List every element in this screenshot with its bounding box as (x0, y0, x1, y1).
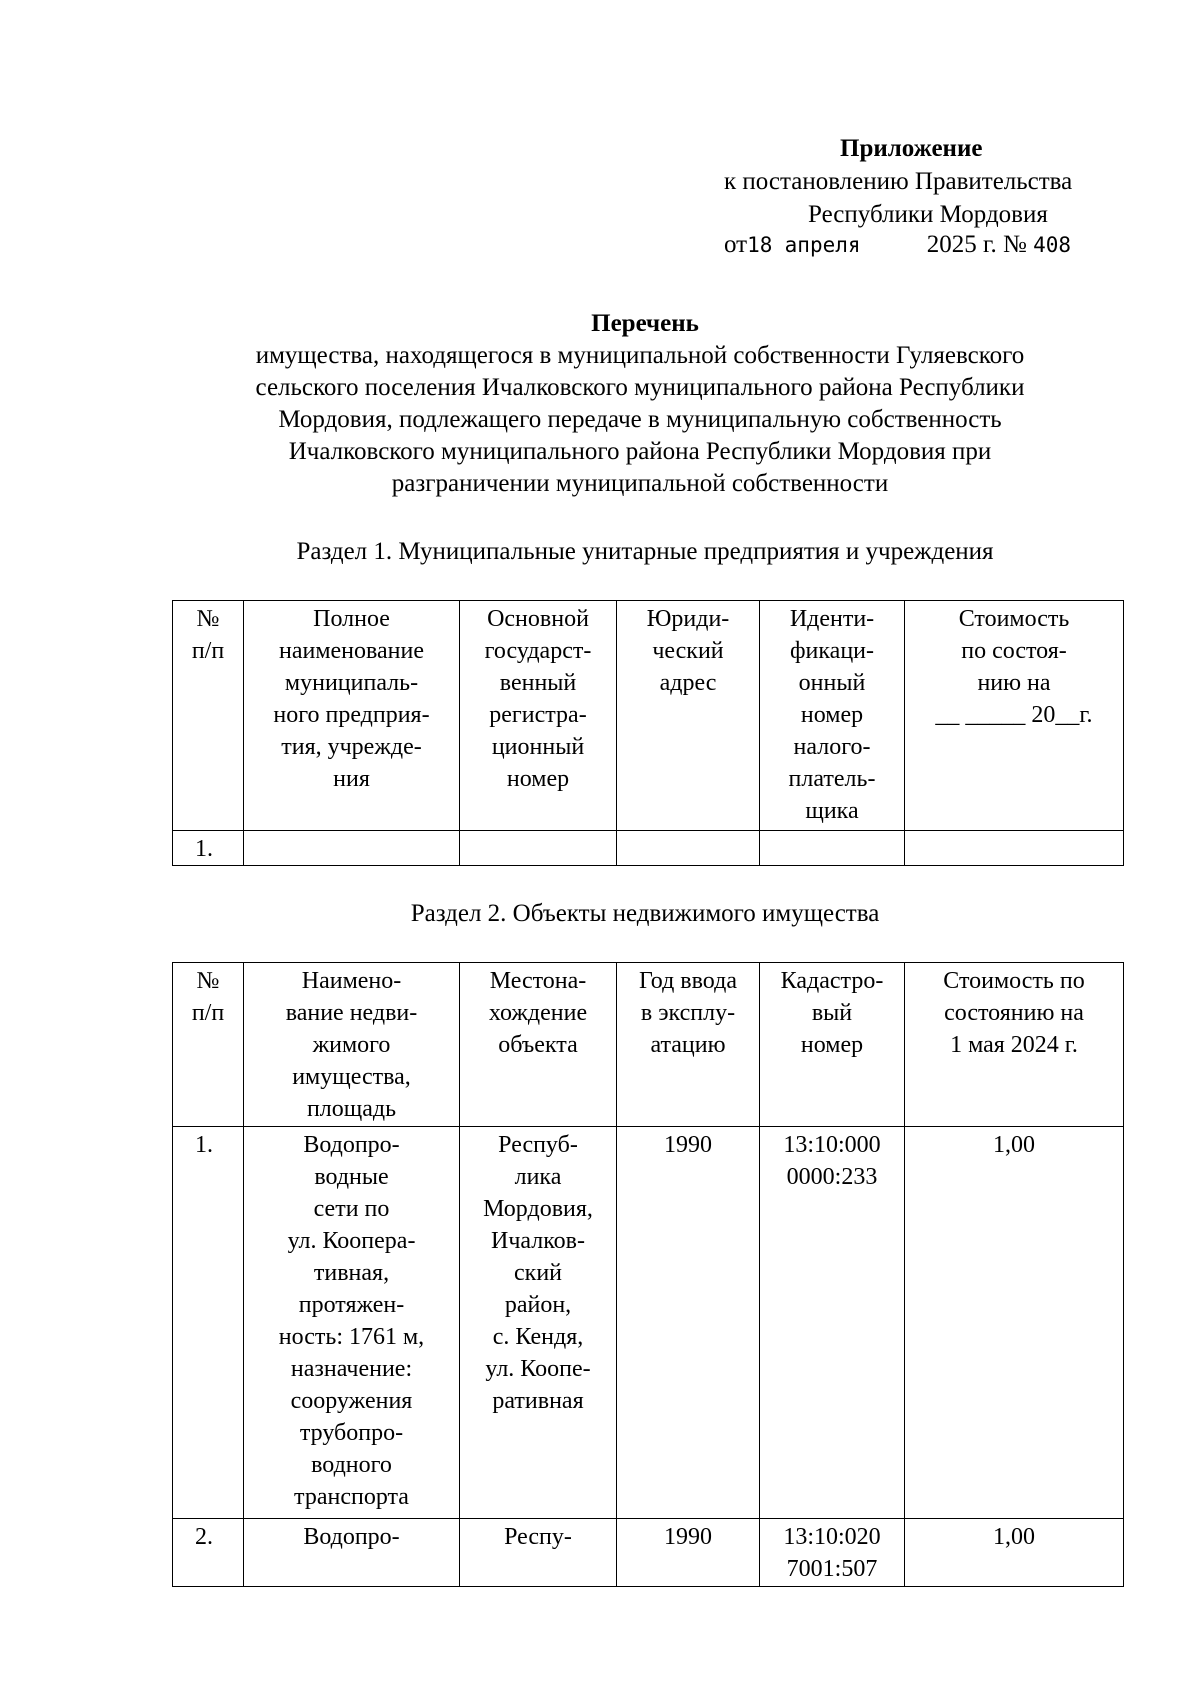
cell-text: 13:10:020 (783, 1524, 881, 1550)
table-cell (617, 831, 760, 866)
header-text: вый (811, 1000, 853, 1026)
table-cell (173, 831, 244, 866)
header-text: номер (506, 766, 570, 792)
header-text: состоянию на (944, 1000, 1084, 1026)
header-text: налого- (793, 734, 871, 760)
appendix-date-line (724, 228, 1071, 262)
appendix-title: Приложение (840, 135, 983, 162)
table-header-row (173, 601, 1124, 831)
section-1-title: Раздел 1. Муниципальные унитарные предприятия и учреждения (296, 538, 994, 565)
header-text: атацию (650, 1032, 726, 1058)
header-text: объекта (498, 1032, 578, 1058)
header-cell (244, 963, 460, 1127)
subtitle-line: имущества, находящегося в муниципальной собственности Гуляевского (255, 342, 1025, 369)
header-text: Основной (487, 606, 589, 632)
document-title: Перечень (591, 310, 699, 337)
cell-text: 7001:507 (786, 1556, 878, 1582)
cell-text: лика (514, 1164, 562, 1190)
table-cell (760, 1127, 905, 1519)
header-text: ческий (652, 638, 724, 664)
table-cell (173, 1127, 244, 1519)
header-text: вание недви- (285, 1000, 418, 1026)
section-2-table (172, 962, 1124, 1587)
subtitle-line: разграничении муниципальной собственности (391, 470, 889, 497)
header-text: Наимено- (301, 968, 402, 994)
header-cell (617, 601, 760, 831)
header-text: Юриди- (646, 606, 730, 632)
header-text: адрес (659, 670, 717, 696)
cell-text: 1,00 (993, 1524, 1035, 1550)
cell-text: протяжен- (298, 1292, 405, 1318)
header-text: нию на (977, 670, 1051, 696)
table-row (173, 1127, 1124, 1519)
date-prefix: от (724, 231, 748, 258)
appendix-line-1: к постановлению Правительства (724, 168, 1073, 195)
subtitle-line: сельского поселения Ичалковского муниципального района Республики (255, 374, 1025, 401)
date-day: 18 (747, 233, 773, 257)
table-cell (617, 1127, 760, 1519)
header-text: п/п (191, 1000, 225, 1026)
cell-text: Ичалков- (490, 1228, 585, 1254)
cell-text: 0000:233 (786, 1164, 878, 1190)
cell-text: ность: 1761 м, (278, 1324, 425, 1350)
table-cell (173, 1519, 244, 1587)
cell-text: ративная (492, 1388, 584, 1414)
header-text: Полное (313, 606, 390, 632)
header-cell (244, 601, 460, 831)
table-cell (905, 1127, 1124, 1519)
cell-text: сети по (313, 1196, 390, 1222)
header-text: ного предприя- (273, 702, 430, 728)
cell-text: водные (314, 1164, 389, 1190)
header-text: платель- (788, 766, 876, 792)
header-cell (617, 963, 760, 1127)
header-text: № (196, 968, 220, 994)
header-text: фикаци- (789, 638, 875, 664)
header-text: ционный (491, 734, 585, 760)
header-cell (760, 963, 905, 1127)
header-text: в эксплу- (640, 1000, 736, 1026)
header-text: п/п (191, 638, 225, 664)
header-text: номер (800, 1032, 864, 1058)
header-text: Иденти- (789, 606, 875, 632)
table-cell (905, 1519, 1124, 1587)
section-2-title: Раздел 2. Объекты недвижимого имущества (410, 900, 880, 927)
header-text: номер (800, 702, 864, 728)
appendix-line-2: Республики Мордовия (808, 201, 1048, 228)
table-cell (760, 1519, 905, 1587)
table-header-row (173, 963, 1124, 1127)
cell-text: Мордовия, (483, 1196, 593, 1222)
table-cell (244, 1127, 460, 1519)
table-cell (244, 831, 460, 866)
date-year: 2025 г. № (926, 231, 1027, 258)
cell-text: трубопро- (299, 1420, 404, 1446)
header-text: ния (333, 766, 370, 792)
header-text: государст- (484, 638, 592, 664)
cell-text: тивная, (313, 1260, 390, 1286)
header-cell (905, 601, 1124, 831)
subtitle-line: Ичалковского муниципального района Республики Мордовия при (288, 438, 992, 465)
header-text: имущества, (292, 1064, 411, 1090)
header-text: наименование (278, 638, 425, 664)
cell-text: с. Кендя, (492, 1324, 584, 1350)
table-cell (460, 1519, 617, 1587)
header-cell (460, 963, 617, 1127)
section-1-table (172, 600, 1124, 866)
header-text: онный (798, 670, 866, 696)
header-text: Кадастро- (780, 968, 884, 994)
table-cell (460, 831, 617, 866)
header-text: Стоимость по (943, 968, 1085, 994)
header-text: тия, учрежде- (281, 734, 422, 760)
header-text: щика (805, 798, 859, 824)
cell-text: назначение: (290, 1356, 413, 1382)
cell-text: водного (311, 1452, 392, 1478)
cell-text: 1,00 (993, 1132, 1035, 1158)
table-cell (617, 1519, 760, 1587)
header-text: Местона- (489, 968, 587, 994)
header-text: Год ввода (639, 968, 737, 994)
header-text: площадь (306, 1096, 397, 1122)
date-month: апреля (784, 233, 861, 257)
cell-text: Водопро- (303, 1132, 400, 1158)
cell-text: ский (514, 1260, 562, 1286)
cell-text: 1990 (664, 1132, 712, 1158)
header-text: жимого (312, 1032, 391, 1058)
cell-text: сооружения (290, 1388, 413, 1414)
table-cell (905, 831, 1124, 866)
header-text: венный (499, 670, 577, 696)
cell-text: Респу- (504, 1524, 572, 1550)
cell-text: Водопро- (303, 1524, 400, 1550)
document-subtitle (220, 340, 1060, 500)
header-text: __ _____ 20__г. (935, 702, 1093, 728)
table-row (173, 831, 1124, 866)
cell-text: 1. (195, 1132, 213, 1158)
header-cell (173, 601, 244, 831)
cell-text: район, (504, 1292, 572, 1318)
cell-text: транспорта (294, 1484, 409, 1510)
header-text: № (196, 606, 220, 632)
cell-text: 2. (195, 1524, 213, 1550)
cell-text: ул. Коопе- (485, 1356, 591, 1382)
header-cell (905, 963, 1124, 1127)
header-cell (760, 601, 905, 831)
document-number: 408 (1033, 233, 1071, 257)
cell-text: 13:10:000 (783, 1132, 881, 1158)
header-text: регистра- (489, 702, 587, 728)
header-text: муниципаль- (284, 670, 419, 696)
table-cell (760, 831, 905, 866)
subtitle-line: Мордовия, подлежащего передаче в муниципальную собственность (278, 406, 1002, 433)
cell-text: ул. Коопера- (287, 1228, 416, 1254)
cell-text: 1. (195, 836, 213, 862)
header-text: Стоимость (958, 606, 1070, 632)
table-cell (244, 1519, 460, 1587)
header-text: 1 мая 2024 г. (950, 1032, 1078, 1058)
cell-text: 1990 (664, 1524, 712, 1550)
header-text: по состоя- (961, 638, 1067, 664)
header-cell (460, 601, 617, 831)
table-cell (460, 1127, 617, 1519)
header-cell (173, 963, 244, 1127)
cell-text: Респуб- (498, 1132, 578, 1158)
table-row (173, 1519, 1124, 1587)
header-text: хождение (488, 1000, 588, 1026)
